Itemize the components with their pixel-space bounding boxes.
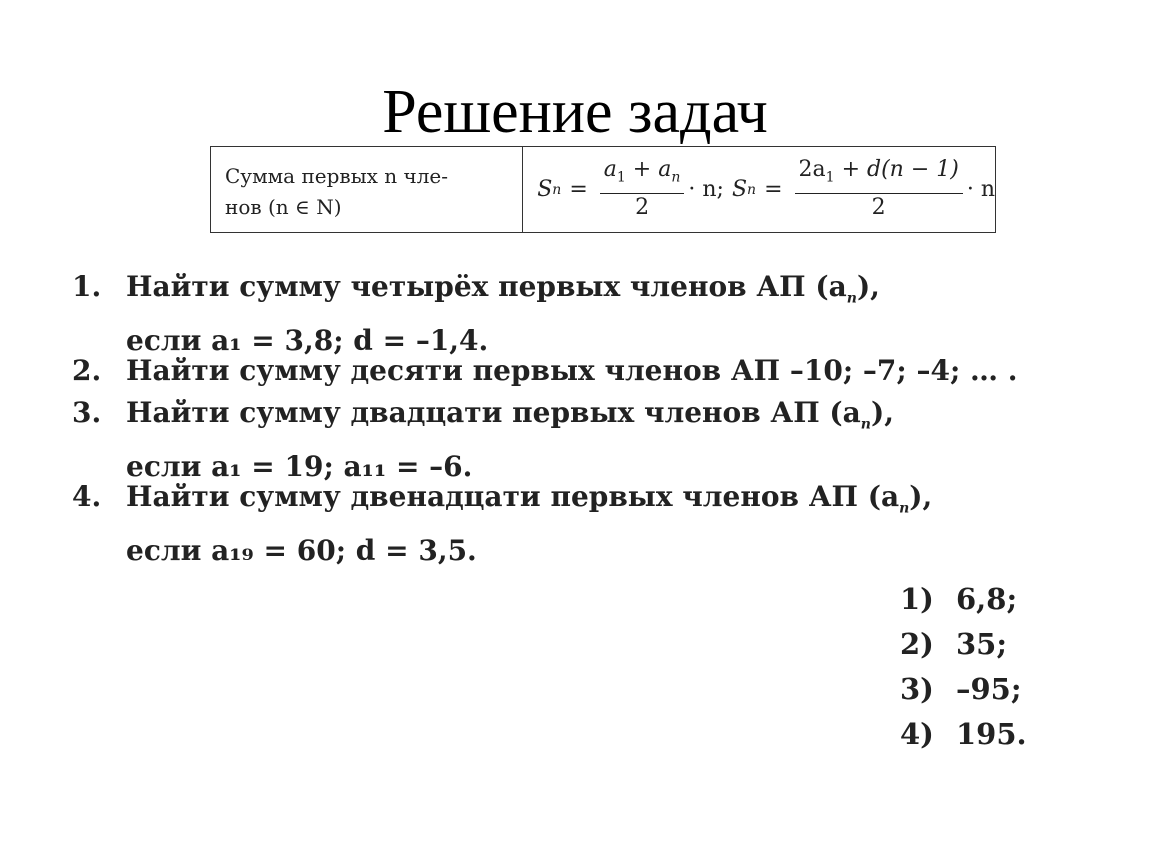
answer-value: 6,8; bbox=[956, 582, 1018, 616]
answer-value: –95; bbox=[956, 672, 1022, 706]
answer-number: 3) bbox=[900, 672, 934, 706]
problem-condition: если a₁₉ = 60; d = 3,5. bbox=[126, 533, 477, 567]
problem-subscript: n bbox=[860, 416, 871, 433]
problem-4 bbox=[72, 476, 932, 572]
page-title: Решение задач bbox=[382, 78, 768, 146]
answer-number: 4) bbox=[900, 717, 934, 751]
formula-subscript: n bbox=[671, 169, 681, 186]
fraction-1 bbox=[600, 157, 685, 221]
formula-symbol: a bbox=[658, 157, 672, 183]
answer-item bbox=[900, 712, 1027, 757]
formula-multiplier: · n; bbox=[688, 177, 724, 202]
formula-subscript: 1 bbox=[825, 169, 835, 186]
formula-operator: + bbox=[841, 157, 860, 183]
problem-number: 2. bbox=[72, 354, 102, 387]
formula-multiplier: · n bbox=[966, 177, 995, 202]
problem-text: Найти сумму двенадцати первых членов АП (a bbox=[126, 480, 900, 513]
problem-condition: если a₁ = 3,8; d = –1,4. bbox=[126, 323, 489, 357]
answer-item bbox=[900, 667, 1027, 712]
answer-list bbox=[900, 577, 1027, 757]
problem-number: 3. bbox=[72, 396, 102, 429]
problem-1 bbox=[72, 266, 880, 362]
answer-number: 1) bbox=[900, 582, 934, 616]
formula-table bbox=[210, 146, 996, 233]
formula-equals: = bbox=[569, 177, 588, 202]
problem-subscript: n bbox=[899, 500, 910, 517]
formula-subscript: n bbox=[747, 181, 757, 198]
formula-symbol: a bbox=[603, 157, 617, 183]
formula-symbol: S bbox=[537, 177, 553, 202]
problem-text-end: ), bbox=[909, 480, 933, 513]
formula-label-line-1: Сумма первых n чле- bbox=[225, 164, 449, 188]
formula-label bbox=[211, 147, 523, 232]
answer-value: 35; bbox=[956, 627, 1008, 661]
answer-value: 195. bbox=[956, 717, 1027, 751]
answer-item bbox=[900, 577, 1027, 622]
formula-subscript: n bbox=[552, 181, 562, 198]
sum-formula bbox=[523, 147, 995, 232]
problem-text-end: ), bbox=[870, 396, 894, 429]
formula-equals: = bbox=[764, 177, 783, 202]
answer-number: 2) bbox=[900, 627, 934, 661]
fraction-2 bbox=[795, 157, 963, 221]
answer-item bbox=[900, 622, 1027, 667]
problem-condition: если a₁ = 19; a₁₁ = –6. bbox=[126, 449, 473, 483]
problem-number: 1. bbox=[72, 270, 102, 303]
problem-text: Найти сумму двадцати первых членов АП (a bbox=[126, 396, 861, 429]
problem-text: Найти сумму четырёх первых членов АП (a bbox=[126, 270, 847, 303]
formula-subscript: 1 bbox=[616, 169, 626, 186]
problem-number: 4. bbox=[72, 480, 102, 513]
formula-term: d(n − 1) bbox=[867, 157, 959, 183]
problem-3 bbox=[72, 392, 894, 488]
problem-subscript: n bbox=[846, 290, 857, 307]
fraction-denominator: 2 bbox=[635, 194, 650, 220]
problem-text: Найти сумму десяти первых членов АП –10; –7; –4; … . bbox=[126, 354, 1018, 387]
fraction-denominator: 2 bbox=[871, 194, 886, 220]
problem-text-end: ), bbox=[856, 270, 880, 303]
formula-operator: + bbox=[632, 157, 652, 183]
formula-label-line-2: нов (n ∈ N) bbox=[225, 195, 342, 219]
formula-term: 2a bbox=[798, 157, 826, 183]
problem-2 bbox=[72, 350, 1018, 392]
formula-symbol: S bbox=[731, 177, 748, 202]
